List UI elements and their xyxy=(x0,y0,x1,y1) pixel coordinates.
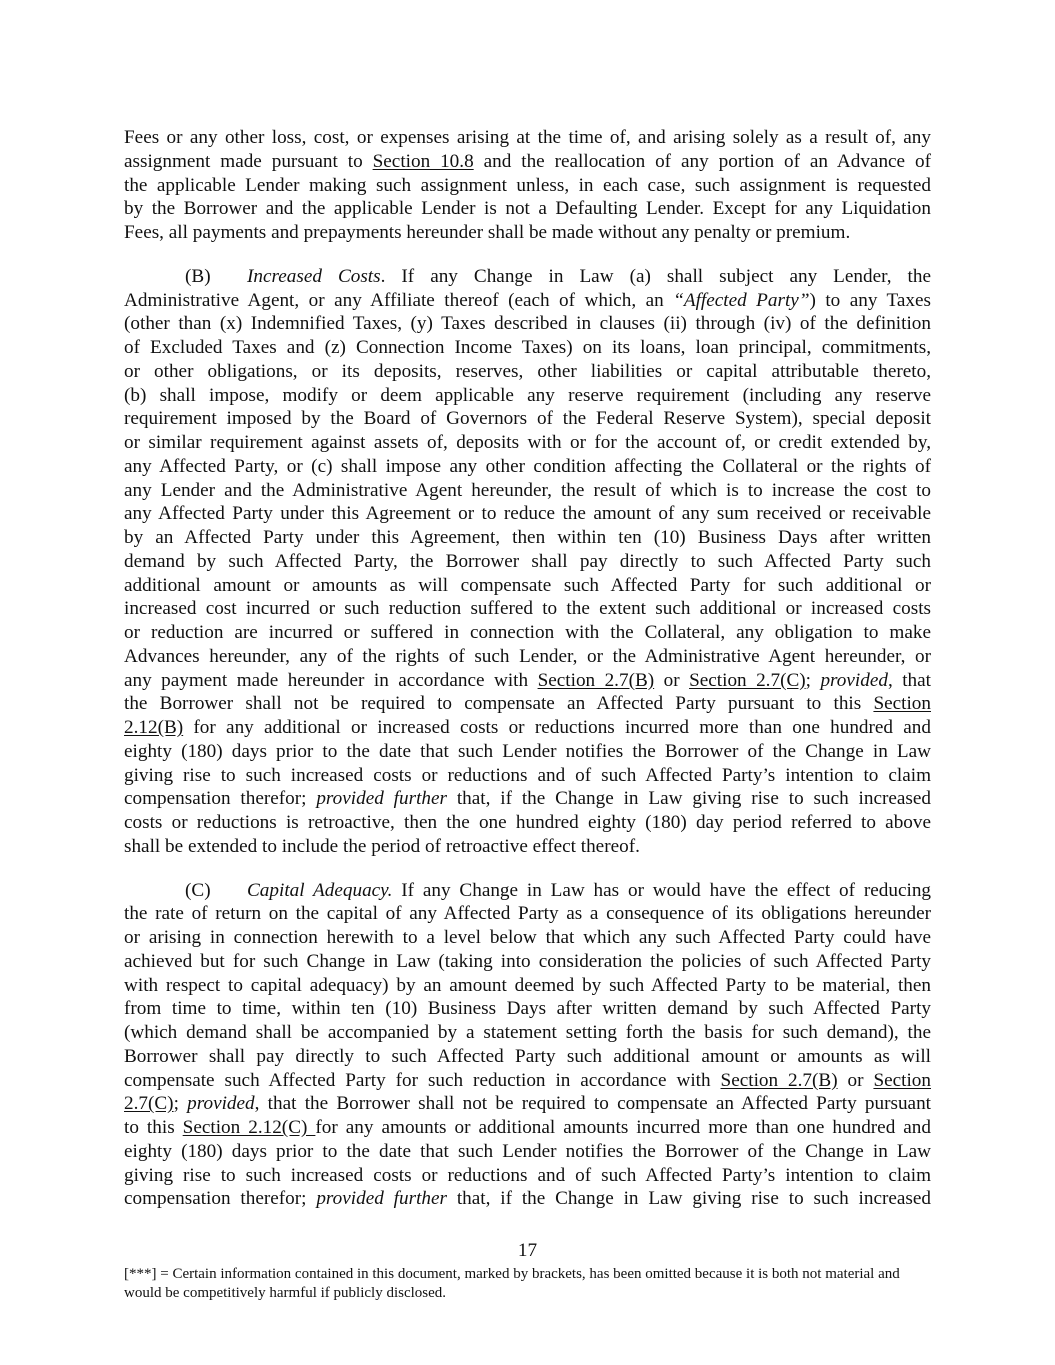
paragraph-increased-costs xyxy=(124,265,931,859)
clause-heading: Capital Adequacy. xyxy=(247,879,393,901)
text-line: any Lender and the Administrative Agent hereunder, the result of which is to increase the cost to xyxy=(124,479,931,501)
defined-term: “Affected Party” xyxy=(673,289,810,311)
redaction-footnote: [***] = Certain information contained in this document, marked by brackets, has been omitted because it is both not material and would be competitively harmful if publicly disclosed. xyxy=(124,1266,900,1301)
text-line: any payment made hereunder in accordance with Section 2.7(B) or Section 2.7(C); provided, that xyxy=(124,669,931,691)
text-line: compensate such Affected Party for such reduction in accordance with Section 2.7(B) or Section xyxy=(124,1069,931,1091)
text-line: the applicable Lender making such assignment unless, in each case, such assignment is requested xyxy=(124,174,931,196)
section-reference-link[interactable]: Section xyxy=(873,1069,931,1091)
text-line: by the Borrower and the applicable Lender is not a Defaulting Lender. Except for any Liquidation xyxy=(124,198,931,220)
text-line: Fees or any other loss, cost, or expenses arising at the time of, and arising solely as a result of, any xyxy=(124,127,931,148)
section-reference-link[interactable]: Section xyxy=(873,693,931,715)
text-line: giving rise to such increased costs or reductions and of such Affected Party’s intention to claim xyxy=(124,1164,931,1186)
text-line: (C) Capital Adequacy. If any Change in Law has or would have the effect of reducing xyxy=(185,879,932,901)
text-line: by an Affected Party under this Agreement, then within ten (10) Business Days after written xyxy=(124,527,931,548)
text-line: with respect to capital adequacy) by an amount deemed by such Affected Party to be material, then xyxy=(124,974,931,996)
page-number: 17 xyxy=(517,1240,538,1261)
section-reference-link[interactable]: Section 2.7(C) xyxy=(689,669,806,691)
text-line: or other obligations, or its deposits, reserves, other liabilities or capital attributable thereto, xyxy=(124,360,931,382)
text-line: any Affected Party under this Agreement or to reduce the amount of any sum received or receivable xyxy=(124,503,931,525)
text-line: assignment made pursuant to Section 10.8 and the reallocation of any portion of an Advance of xyxy=(124,150,931,172)
text-line: shall be extended to include the period of retroactive effect thereof. xyxy=(124,835,640,857)
text-line: the Borrower shall not be required to compensate an Affected Party pursuant to this Section xyxy=(124,693,931,715)
section-reference-link[interactable]: 2.7(C) xyxy=(124,1093,174,1115)
text-line: of Excluded Taxes and (z) Connection Income Taxes) on its loans, loan principal, commitments, xyxy=(124,337,931,358)
text-line: Fees, all payments and prepayments hereunder shall be made without any penalty or premium. xyxy=(124,222,851,243)
section-reference-link[interactable]: Section 10.8 xyxy=(372,150,474,172)
text-line: increased cost incurred or such reduction suffered to the extent such additional or increased costs xyxy=(124,598,931,620)
section-reference-link[interactable]: 2.12(B) xyxy=(124,717,184,738)
text-line: 2.7(C); provided, that the Borrower shall not be required to compensate an Affected Party pursuant xyxy=(124,1093,931,1115)
text-line: requirement imposed by the Board of Governors of the Federal Reserve System), special deposit xyxy=(124,408,931,430)
text-line: or similar requirement against assets of, deposits with or for the account of, or credit extended by, xyxy=(124,432,931,453)
clause-heading: Increased Costs xyxy=(247,265,381,287)
clause-label: (C) xyxy=(185,879,211,901)
text-line: giving rise to such increased costs or reductions and of such Affected Party’s intention to claim xyxy=(124,764,931,786)
text-line: from time to time, within ten (10) Business Days after written demand by such Affected Party xyxy=(124,998,931,1020)
text-line: any Affected Party, or (c) shall impose any other condition affecting the Collateral or the rights of xyxy=(124,455,931,477)
section-reference-link[interactable]: Section 2.7(B) xyxy=(720,1069,838,1091)
text-line: 2.12(B) for any additional or increased costs or reductions incurred more than one hundred and xyxy=(124,717,931,738)
text-line: (B) Increased Costs. If any Change in Law (a) shall subject any Lender, the xyxy=(185,265,931,287)
clause-label: (B) xyxy=(185,265,211,287)
section-reference-link[interactable]: Section 2.7(B) xyxy=(537,669,655,691)
text-line: eighty (180) days prior to the date that such Lender notifies the Borrower of the Change in Law xyxy=(124,740,931,762)
text-line: (other than (x) Indemnified Taxes, (y) Taxes described in clauses (ii) through (iv) of the definition xyxy=(124,313,931,335)
document-page xyxy=(124,126,931,1211)
paragraph-continuation xyxy=(124,126,931,245)
text-line: Advances hereunder, any of the rights of such Lender, or the Administrative Agent hereunder, or xyxy=(124,645,931,667)
text-line: compensation therefor; provided further that, if the Change in Law giving rise to such increased xyxy=(124,1188,932,1210)
text-line: additional amount or amounts as will compensate such Affected Party for such additional or xyxy=(124,574,931,596)
text-line: compensation therefor; provided further that, if the Change in Law giving rise to such increased xyxy=(124,788,932,810)
text-line: achieved but for such Change in Law (taking into consideration the policies of such Affected Party xyxy=(124,950,931,972)
text-line: demand by such Affected Party, the Borrower shall pay directly to such Affected Party such xyxy=(124,550,931,572)
text-line: to this Section 2.12(C) for any amounts or additional amounts incurred more than one hundred and xyxy=(124,1117,931,1138)
paragraph-capital-adequacy xyxy=(124,879,931,1212)
text-line: or reduction are incurred or suffered in connection with the Collateral, any obligation to make xyxy=(124,622,931,643)
text-line: eighty (180) days prior to the date that such Lender notifies the Borrower of the Change in Law xyxy=(124,1140,931,1162)
section-reference-link[interactable]: Section 2.12(C) xyxy=(182,1117,316,1138)
text-line: or arising in connection herewith to a level below that which any such Affected Party could have xyxy=(124,927,931,948)
text-line: costs or reductions is retroactive, then the one hundred eighty (180) day period referred to above xyxy=(124,812,931,833)
text-line: Administrative Agent, or any Affiliate thereof (each of which, an “Affected Party”) to any Taxes xyxy=(124,289,931,311)
text-line: the rate of return on the capital of any Affected Party as a consequence of its obligations hereunder xyxy=(124,903,931,925)
text-line: (which demand shall be accompanied by a statement setting forth the basis for such demand), the xyxy=(124,1022,931,1043)
text-line: Borrower shall pay directly to such Affected Party such additional amount or amounts as will xyxy=(124,1045,931,1067)
text-line: (b) shall impose, modify or deem applicable any reserve requirement (including any reserve xyxy=(124,384,931,406)
